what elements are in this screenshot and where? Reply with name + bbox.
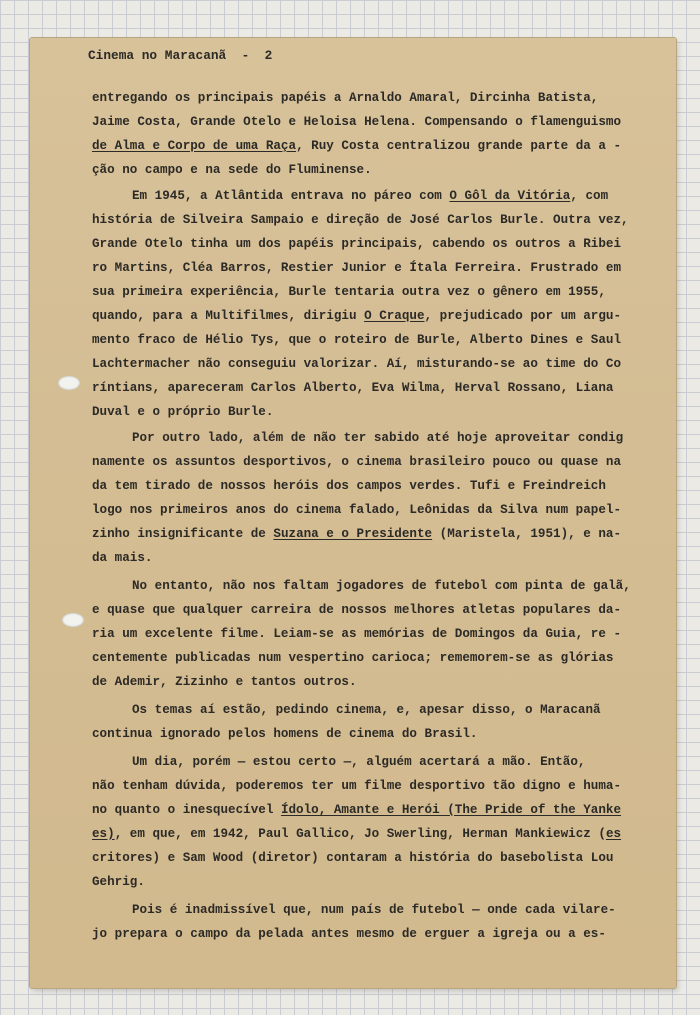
text-segment: namente os assuntos desportivos, o cinema brasileiro pouco ou quase na xyxy=(92,455,622,469)
text-line xyxy=(92,332,621,348)
text-segment: Um dia, porém — estou certo —, alguém acertará a mão. Então, xyxy=(132,755,586,769)
text-segment: , em que, em 1942, Paul Gallico, Jo Swerling, Herman Mankiewicz ( xyxy=(114,827,606,841)
text-line xyxy=(92,454,621,470)
text-segment: continua ignorado pelos homens de cinema do Brasil. xyxy=(92,727,478,741)
text-segment: Os temas aí estão, pedindo cinema, e, apesar disso, o Maracanã xyxy=(132,703,601,717)
typewritten-page xyxy=(30,38,676,988)
text-segment: ro Martins, Cléa Barros, Restier Junior e Ítala Ferreira. Frustrado em xyxy=(92,261,622,275)
text-segment: de Ademir, Zizinho e tantos outros. xyxy=(92,675,357,689)
text-segment: Pois é inadmissível que, num país de futebol — onde cada vilare- xyxy=(132,903,616,917)
text-segment: Duval e o próprio Burle. xyxy=(92,405,274,419)
text-line xyxy=(92,404,273,420)
text-segment: , com xyxy=(570,189,609,203)
text-segment: ria um excelente filme. Leiam-se as memórias de Domingos da Guia, re - xyxy=(92,627,622,641)
text-line xyxy=(92,138,621,154)
text-segment: mento fraco de Hélio Tys, que o roteiro de Burle, Alberto Dines e Saul xyxy=(92,333,622,347)
text-segment: quando, para a Multifilmes, dirigiu xyxy=(92,309,365,323)
text-segment: No entanto, não nos faltam jogadores de futebol com pinta de galã, xyxy=(132,579,631,593)
text-line xyxy=(132,578,631,594)
text-line xyxy=(92,526,621,542)
text-segment: zinho insignificante de xyxy=(92,527,274,541)
underlined-title: O Gôl da Vitória xyxy=(449,189,571,203)
text-segment: , Ruy Costa centralizou grande parte da a - xyxy=(296,139,622,153)
text-segment: Por outro lado, além de não ter sabido até hoje aproveitar condig xyxy=(132,431,624,445)
text-segment: ríntians, apareceram Carlos Alberto, Eva Wilma, Herval Rossano, Liana xyxy=(92,381,614,395)
text-segment: Em 1945, a Atlântida entrava no páreo com xyxy=(132,189,450,203)
text-segment: e quase que qualquer carreira de nossos melhores atletas populares da- xyxy=(92,603,622,617)
text-line xyxy=(92,380,613,396)
text-line xyxy=(92,826,621,842)
text-line xyxy=(92,90,598,106)
text-line xyxy=(92,260,621,276)
text-line xyxy=(92,674,357,690)
text-line xyxy=(132,754,585,770)
text-line xyxy=(92,874,145,890)
text-line xyxy=(92,502,621,518)
text-line xyxy=(92,478,606,494)
text-segment: não tenham dúvida, poderemos ter um filme desportivo tão digno e huma- xyxy=(92,779,622,793)
text-line xyxy=(92,550,152,566)
text-line xyxy=(92,212,629,228)
text-line xyxy=(92,114,621,130)
text-segment: centemente publicadas num vespertino carioca; rememorem-se as glórias xyxy=(92,651,614,665)
text-segment: da mais. xyxy=(92,551,153,565)
text-line xyxy=(132,902,616,918)
text-line xyxy=(132,430,623,446)
text-line xyxy=(92,650,613,666)
underlined-title: Ídolo, Amante e Herói (The Pride of the Yanke xyxy=(280,803,622,817)
text-line xyxy=(92,850,613,866)
page-text xyxy=(30,38,676,988)
text-segment: jo prepara o campo da pelada antes mesmo de erguer a igreja ou a es- xyxy=(92,927,606,941)
text-segment: Jaime Costa, Grande Otelo e Heloisa Helena. Compensando o flamenguismo xyxy=(92,115,622,129)
text-line xyxy=(92,778,621,794)
text-segment: , prejudicado por um argu- xyxy=(424,309,622,323)
underlined-title: es xyxy=(605,827,622,841)
text-segment: no quanto o inesquecível xyxy=(92,803,281,817)
text-segment: Lachtermacher não conseguiu valorizar. Aí, misturando-se ao time do Co xyxy=(92,357,622,371)
text-line xyxy=(92,162,372,178)
page-header: Cinema no Maracanã - 2 xyxy=(88,48,273,63)
underlined-title: O Craque xyxy=(364,309,425,323)
underlined-title: es) xyxy=(92,827,115,841)
text-line xyxy=(92,602,621,618)
text-line xyxy=(92,284,606,300)
text-segment: (Maristela, 1951), e na- xyxy=(432,527,622,541)
underlined-title: de Alma e Corpo de uma Raça xyxy=(92,139,297,153)
text-line xyxy=(92,626,621,642)
text-segment: sua primeira experiência, Burle tentaria outra vez o gênero em 1955, xyxy=(92,285,606,299)
text-line xyxy=(92,236,621,252)
text-segment: critores) e Sam Wood (diretor) contaram a história do basebolista Lou xyxy=(92,851,614,865)
text-segment: entregando os principais papéis a Arnaldo Amaral, Dircinha Batista, xyxy=(92,91,599,105)
text-line xyxy=(132,188,608,204)
text-line xyxy=(132,702,601,718)
text-segment: Grande Otelo tinha um dos papéis principais, cabendo os outros a Ribei xyxy=(92,237,622,251)
text-line xyxy=(92,356,621,372)
text-segment: da tem tirado de nossos heróis dos campos verdes. Tufi e Freindreich xyxy=(92,479,606,493)
text-line xyxy=(92,726,477,742)
text-segment: história de Silveira Sampaio e direção de José Carlos Burle. Outra vez, xyxy=(92,213,629,227)
text-segment: Gehrig. xyxy=(92,875,145,889)
text-segment: logo nos primeiros anos do cinema falado, Leônidas da Silva num papel- xyxy=(92,503,622,517)
text-line xyxy=(92,802,621,818)
text-line xyxy=(92,926,606,942)
text-line xyxy=(92,308,621,324)
underlined-title: Suzana e o Presidente xyxy=(273,527,433,541)
text-segment: ção no campo e na sede do Fluminense. xyxy=(92,163,372,177)
